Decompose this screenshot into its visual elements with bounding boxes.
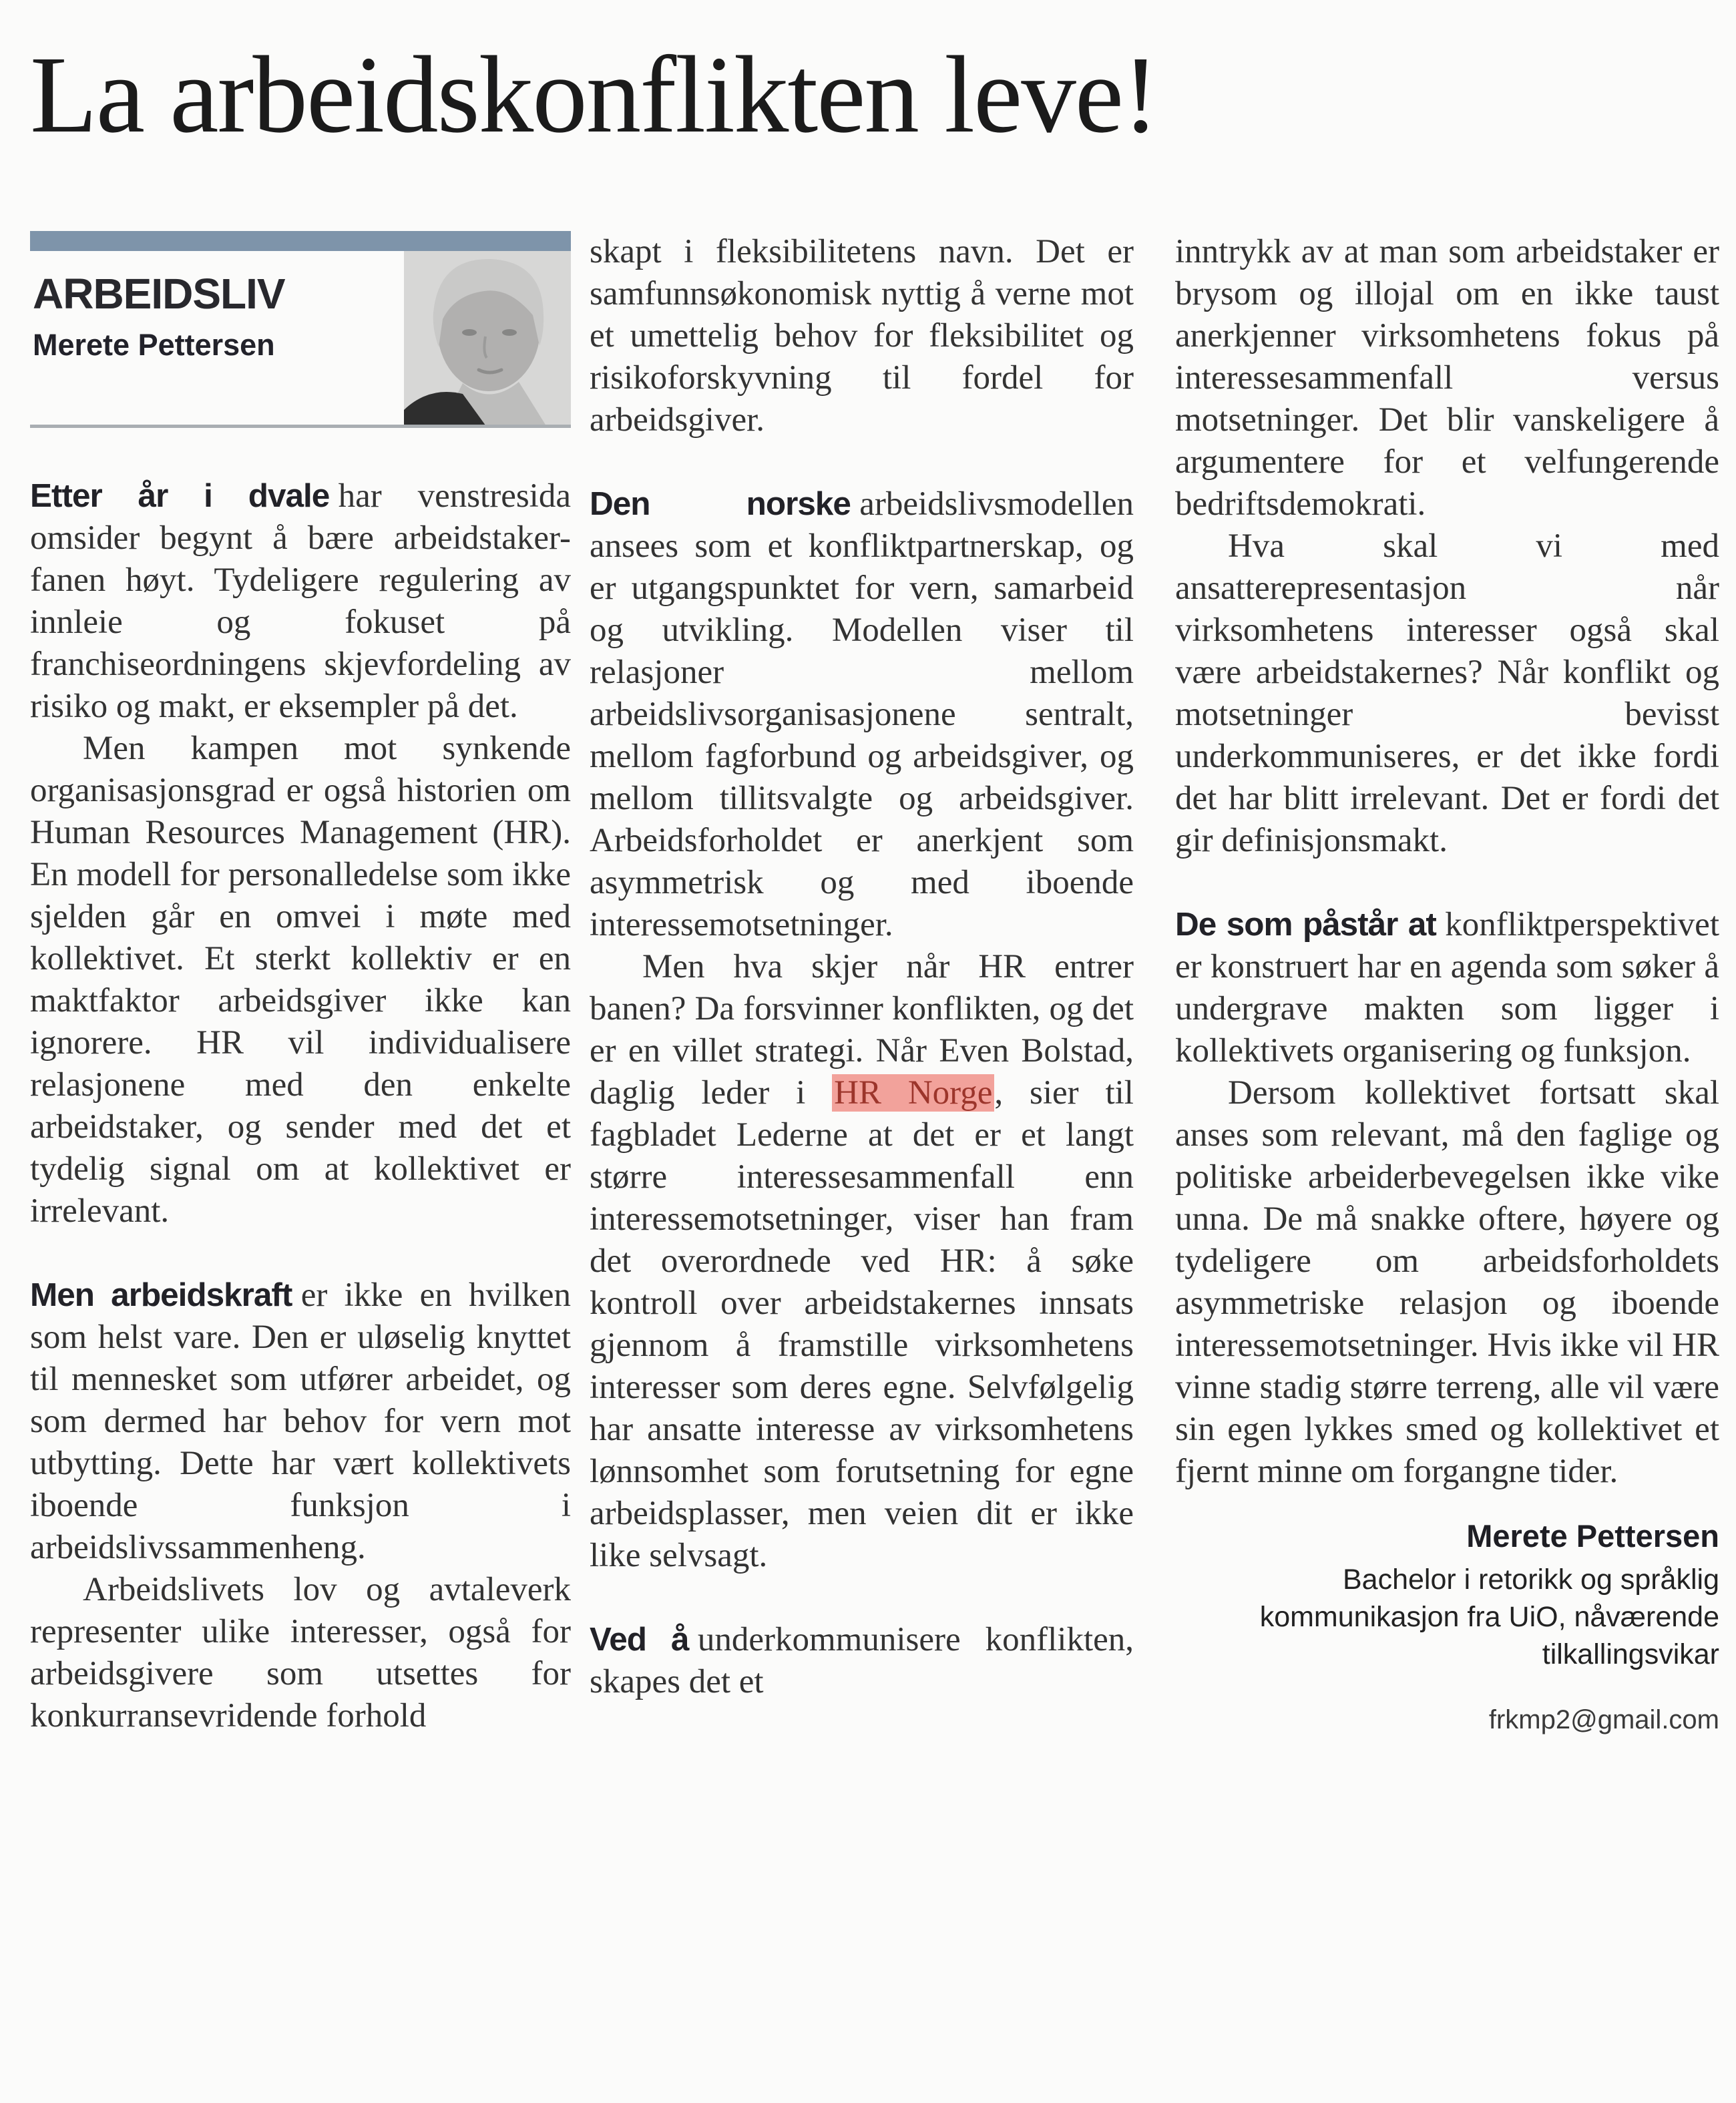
paragraph	[590, 483, 1134, 946]
paragraph	[30, 475, 571, 728]
body-text: Men kampen mot synkende organisasjonsgrad er også historien om Human Resources Management (HR). En modell for personalledelse som ikke sjelden går en omvei i møte med kollektivet. Et sterkt kollektiv er en maktfaktor arbeidsgiver ikke kan ignorere. HR vil individualisere relasjonene med den enkelte arbeidstaker, og sender med det et tydelig signal om at kollektivet er irrelevant.	[30, 730, 571, 1230]
body-text: underkommunisere konflikten, skapes det et	[590, 1621, 1134, 1701]
body-text: Men hva skjer når HR entrer banen? Da forsvinner konflikten, og det er en villet strategi. Når Even Bolstad, daglig leder i	[590, 948, 1134, 1112]
signature-email: frkmp2@gmail.com	[1488, 1704, 1719, 1734]
body-text: konfliktperspektivet er konstruert har en agenda som søker å undergrave makten som ligger i kollektivets organisering og funksjon.	[1175, 906, 1719, 1070]
body-text: , sier til fagbladet Lederne at det er et langt større interessesammenfall enn interessemotsetninger, viser han fram det overordnede ved HR: å søke kontroll over arbeidstakernes innsats gjennom å framstille virksomhetens interesser som deres egne. Selvfølgelig har ansatte interesse av virksomhetens lønnsomhet som forutsetning for egne arbeidsplasser, men veien dit er ikke like selvsagt.	[590, 1074, 1134, 1575]
column-2	[590, 231, 1134, 1703]
kicker-text	[33, 270, 285, 363]
article-body	[30, 231, 1719, 1740]
lead-in: Men arbeidskraft	[30, 1276, 292, 1314]
kicker-rule	[30, 425, 571, 428]
hr-norge-highlight: HR Norge	[832, 1074, 994, 1112]
kicker-category: ARBEIDSLIV	[33, 270, 285, 318]
paragraph	[590, 946, 1134, 1577]
body-text: arbeidslivsmodellen ansees som et konfliktpartnerskap, og er utgangspunktet for vern, samarbeid og utvikling. Modellen viser til relasjoner mellom arbeidslivsorganisasjonene sentralt, mellom fagforbund og arbeidsgiver, og mellom tillitsvalgte og arbeidsgiver. Arbeidsforholdet er anerkjent som asymmetrisk og med iboende interessemotsetninger.	[590, 485, 1134, 944]
lead-in: Den norske	[590, 485, 851, 523]
lead-in: Etter år i dvale	[30, 477, 330, 515]
paragraph	[590, 1618, 1134, 1703]
page-title: La arbeidskonflikten leve!	[30, 33, 1158, 156]
column-1	[30, 231, 571, 1737]
body-text: skapt i fleksibilitetens navn. Det er samfunnsøkonomisk nyttig å verne mot et umettelig behov for fleksibilitet og risikoforskyvning til fordel for arbeidsgiver.	[590, 233, 1134, 439]
body-text: Hva skal vi med ansatterepresentasjon når virksomhetens interesser også skal være arbeidstakernes? Når konflikt og motsetninger bevisst underkommuniseres, er det ikke fordi det har blitt irrelevant. Det er fordi det gir definisjonsmakt.	[1175, 527, 1719, 860]
kicker-author: Merete Pettersen	[33, 328, 275, 363]
paragraph	[590, 231, 1134, 441]
body-text: er ikke en hvilken som helst vare. Den er uløselig knyttet til mennesket som utfører arbeidet, og som dermed har behov for vern mot utbytting. Dette har vært kollektivets iboende funksjon i arbeidslivssammenheng.	[30, 1276, 571, 1567]
kicker-bar	[30, 231, 571, 251]
body-text: Arbeidslivets lov og avtaleverk representer ulike interesser, også for arbeidsgivere som utsettes for konkurransevridende forhold	[30, 1571, 571, 1735]
body-text: inntrykk av at man som arbeidstaker er brysom og illojal om en ikke taust anerkjenner virksomhetens fokus på interessesammenfall versus motsetninger. Det blir vanskeligere å argumentere for et velfungerende bedriftsdemokrati.	[1175, 233, 1719, 523]
column-3	[1175, 231, 1719, 1740]
lead-in: De som påstår at	[1175, 906, 1436, 943]
byline-box	[30, 231, 571, 428]
signature-block	[1175, 1517, 1719, 1740]
signature-bio: Bachelor i retorikk og språklig kommunikasjon fra UiO, nåværende tilkallingsvikar	[1259, 1564, 1719, 1670]
paragraph	[30, 728, 571, 1232]
paragraph	[1175, 525, 1719, 862]
paragraph	[1175, 903, 1719, 1072]
signature-name: Merete Pettersen	[1466, 1518, 1719, 1554]
paragraph	[1175, 231, 1719, 525]
paragraph	[30, 1569, 571, 1737]
lead-in: Ved å	[590, 1621, 689, 1658]
body-text: har venstresida omsider begynt å bære arbeidstaker-fanen høyt. Tydeligere regulering av innleie og fokuset på franchiseordningens skjevfordeling av risiko og makt, er eksempler på det.	[30, 477, 571, 726]
body-text: Dersom kollektivet fortsatt skal anses som relevant, må den faglige og politiske arbeiderbevegelsen ikke vike unna. De må snakke oftere, høyere og tydeligere om arbeidsforholdets asymmetriske relasjon og iboende interessemotsetninger. Hvis ikke vil HR vinne stadig større terreng, alle vil være sin egen lykkes smed og kollektivet et fjernt minne om forgangne tider.	[1175, 1074, 1719, 1491]
paragraph	[1175, 1072, 1719, 1493]
author-photo	[404, 251, 571, 428]
paragraph	[30, 1274, 571, 1569]
